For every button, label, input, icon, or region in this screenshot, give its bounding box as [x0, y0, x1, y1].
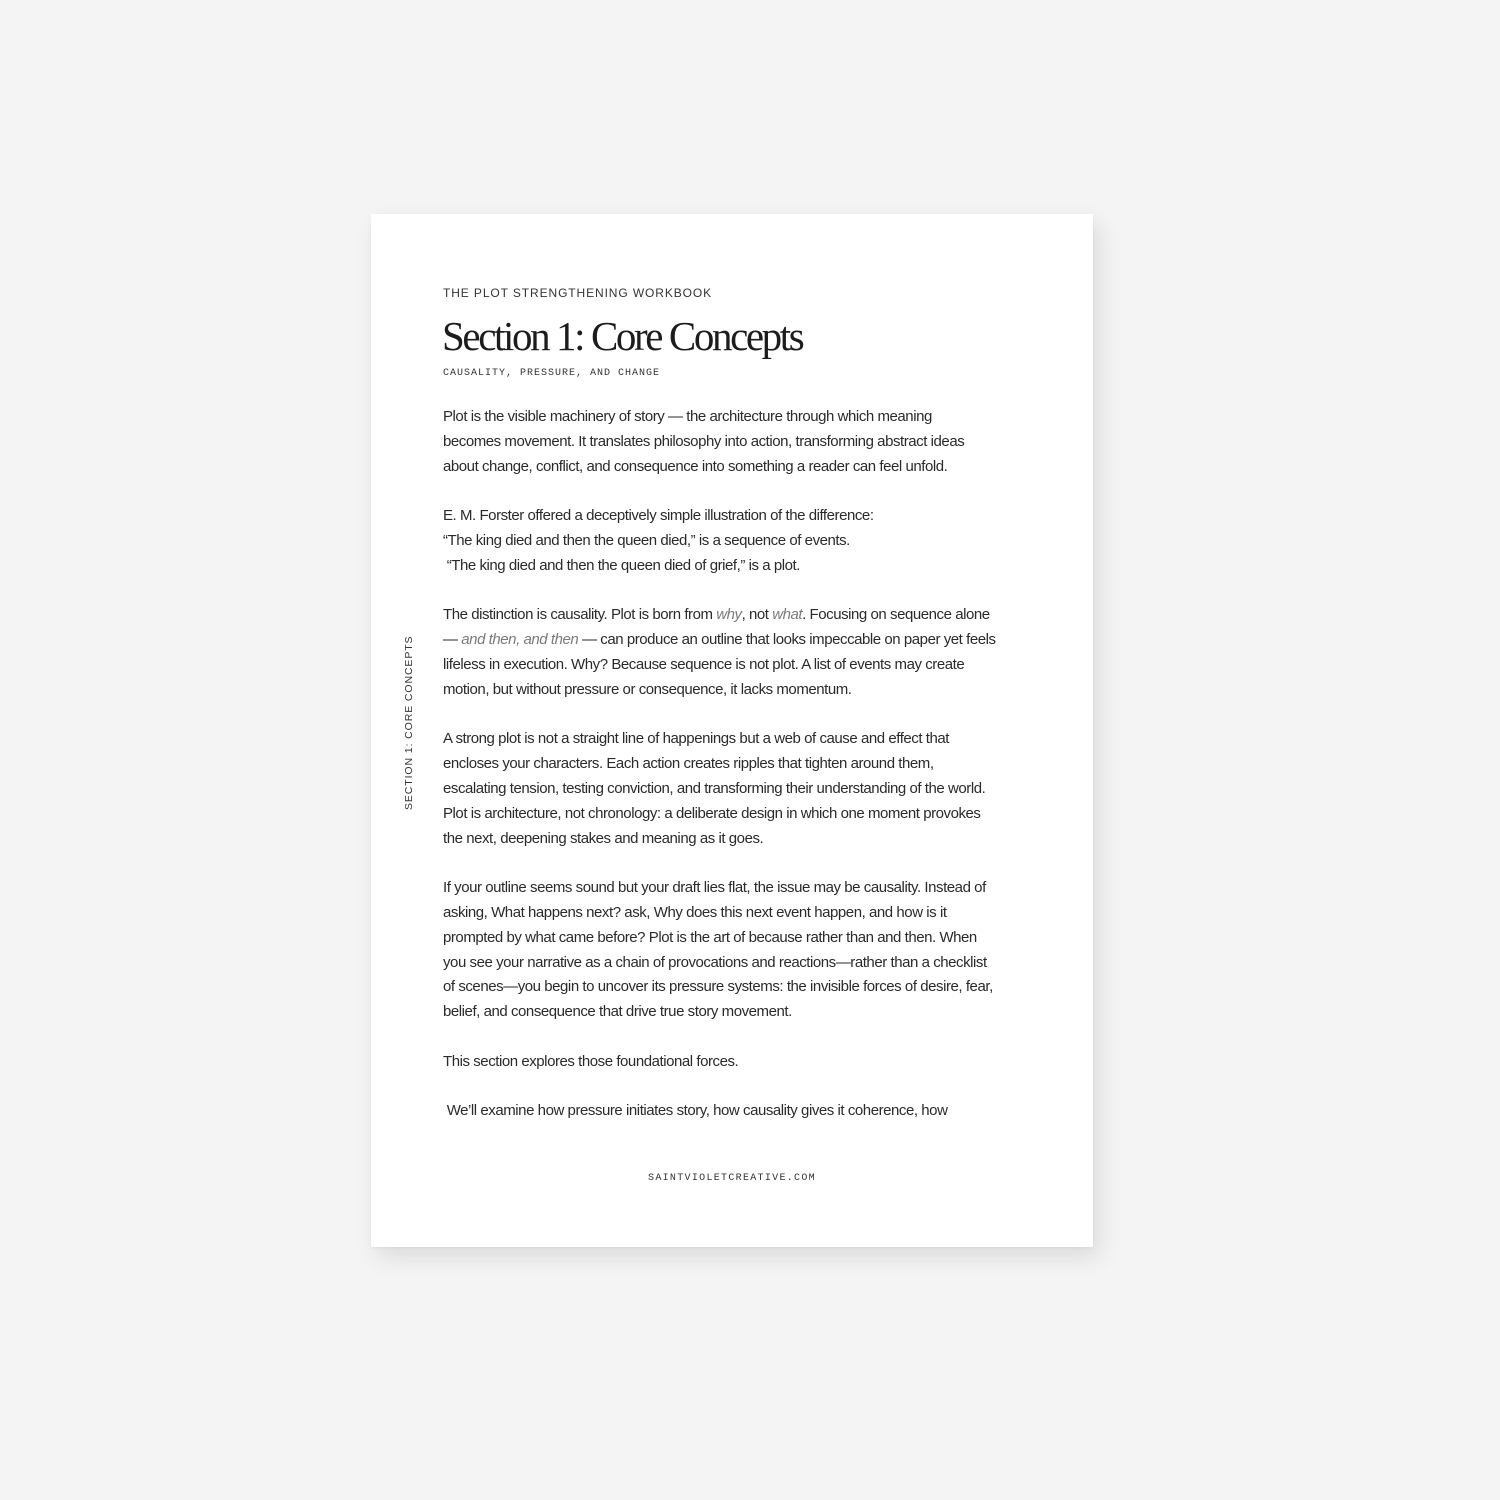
text-line: We’ll examine how pressure initiates story, how causality gives it coherence, how [443, 1102, 948, 1120]
workbook-page [371, 214, 1093, 1247]
text-run: . Focusing on sequence alone [802, 606, 990, 624]
paragraph-causality [443, 603, 1033, 702]
text-line: prompted by what came before? Plot is the art of because rather than and then. When [443, 928, 977, 946]
text-line: This section explores those foundational forces. [443, 1052, 739, 1070]
text-line: about change, conflict, and consequence into something a reader can feel unfold. [443, 457, 948, 475]
text-line: becomes movement. It translates philosophy into action, transforming abstract ideas [443, 432, 965, 450]
text-line: asking, What happens next? ask, Why does this next event happen, and how is it [443, 903, 947, 921]
emphasis-what: what [772, 606, 803, 624]
text-line: encloses your characters. Each action creates ripples that tighten around them, [443, 755, 934, 773]
text-line: escalating tension, testing conviction, and transforming their understanding of the world. [443, 779, 986, 797]
text-line: If your outline seems sound but your draft lies flat, the issue may be causality. Instead of [443, 879, 986, 897]
text-run: — can produce an outline that looks impeccable on paper yet feels [578, 631, 996, 649]
paragraph-section-intro [443, 1050, 1033, 1075]
text-line: A strong plot is not a straight line of happenings but a web of cause and effect that [443, 730, 950, 748]
text-line: of scenes—you begin to uncover its pressure systems: the invisible forces of desire, fear, [443, 978, 993, 996]
emphasis-and-then: and then, and then [461, 631, 579, 649]
text-line: lifeless in execution. Why? Because sequence is not plot. A list of events may create [443, 655, 965, 673]
body-text [443, 405, 1033, 1149]
text-line: “The king died and then the queen died,” is a sequence of events. [443, 531, 850, 549]
text-run: The distinction is causality. Plot is born from [443, 606, 717, 624]
paragraph-forster [443, 504, 1033, 578]
text-line: motion, but without pressure or consequence, it lacks momentum. [443, 680, 852, 698]
paragraph-strong-plot [443, 727, 1033, 851]
running-title: THE PLOT STRENGTHENING WORKBOOK [443, 286, 713, 300]
text-line [443, 603, 1033, 628]
text-line: Plot is architecture, not chronology: a deliberate design in which one moment provokes [443, 804, 981, 822]
text-run: , not [741, 606, 773, 624]
text-line: E. M. Forster offered a deceptively simple illustration of the difference: [443, 507, 874, 525]
text-line: the next, deepening stakes and meaning as it goes. [443, 829, 764, 847]
text-line [443, 628, 1033, 653]
paragraph-examine [443, 1099, 1033, 1124]
section-subtitle: CAUSALITY, PRESSURE, AND CHANGE [443, 368, 661, 379]
text-run: — [443, 631, 462, 649]
emphasis-why: why [716, 606, 742, 624]
footer-url: SAINTVIOLETCREATIVE.COM [648, 1173, 816, 1184]
side-section-label: SECTION 1: CORE CONCEPTS [403, 635, 415, 810]
text-line: you see your narrative as a chain of provocations and reactions—rather than a checklist [443, 953, 987, 971]
text-line: “The king died and then the queen died of grief,” is a plot. [443, 556, 800, 574]
paragraph-intro [443, 405, 1033, 479]
text-line: belief, and consequence that drive true story movement. [443, 1003, 792, 1021]
section-title: Section 1: Core Concepts [442, 313, 803, 359]
text-line: Plot is the visible machinery of story — the architecture through which meaning [443, 408, 932, 425]
paragraph-outline [443, 876, 1033, 1025]
